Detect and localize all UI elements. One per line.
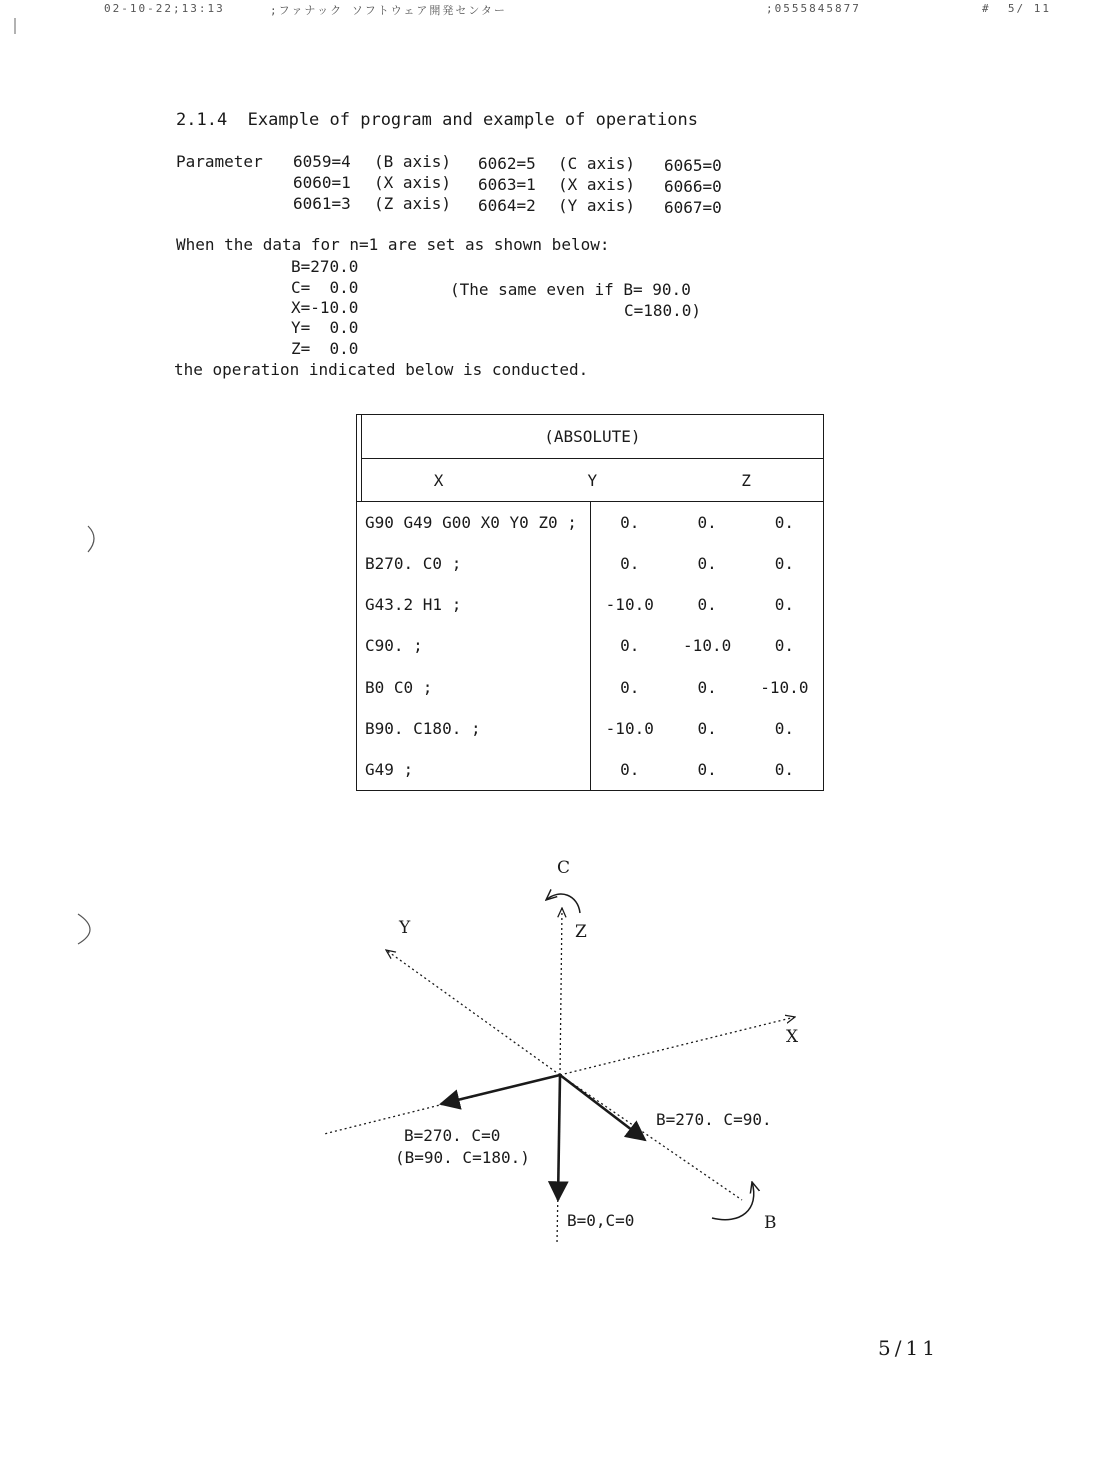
column-header-z: Z <box>741 470 751 490</box>
param-cell: (Y axis) <box>558 196 636 215</box>
fax-number: ;0555845877 <box>766 2 861 15</box>
param-cell: 6063=1 <box>478 175 536 194</box>
axis-label-x: X <box>786 1027 799 1047</box>
param-cell: 6067=0 <box>664 198 722 217</box>
label-b0-c0: B=0,C=0 <box>567 1211 635 1230</box>
axis-label-y: Y <box>399 918 411 938</box>
value-z: -10.0 <box>760 677 809 697</box>
label-b270-c90: B=270. C=90. <box>656 1110 772 1129</box>
param-cell: (B axis) <box>374 152 452 171</box>
same-note-line2: C=180.0) <box>624 301 702 320</box>
value-x: 0. <box>620 759 640 779</box>
page-number: 5/11 <box>878 1336 939 1360</box>
param-cell: 6064=2 <box>478 196 536 215</box>
param-cell: 6059=4 <box>293 152 351 171</box>
axis-label-b: B <box>764 1213 777 1233</box>
vector-b270-c90 <box>560 1075 645 1140</box>
data-value-x: X=-10.0 <box>291 298 359 317</box>
b-direction-line <box>560 1075 742 1200</box>
fax-timestamp: 02-10-22;13:13 <box>104 2 225 15</box>
same-note-line1: (The same even if B= 90.0 <box>450 280 691 299</box>
parameter-label: Parameter <box>176 152 263 171</box>
data-value-z: Z= 0.0 <box>291 339 359 358</box>
data-value-b: B=270.0 <box>291 257 359 276</box>
value-y: 0. <box>697 718 717 738</box>
value-z: 0. <box>774 513 794 533</box>
cmd-cell: C90. ; <box>357 625 591 666</box>
param-cell: (C axis) <box>558 154 636 173</box>
value-z: 0. <box>774 718 794 738</box>
fax-sender: ;ファナック ソフトウェア開発センター <box>270 4 507 17</box>
param-cell: 6066=0 <box>664 177 722 196</box>
value-x: -10.0 <box>605 595 654 615</box>
operation-text: the operation indicated below is conducted. <box>174 360 589 379</box>
value-y: 0. <box>697 595 717 615</box>
param-cell: 6062=5 <box>478 154 536 173</box>
cmd-cell: G49 ; <box>357 749 591 790</box>
y-axis-line <box>386 950 560 1075</box>
section-title: 2.1.4 Example of program and example of operations <box>176 110 698 130</box>
data-intro: When the data for n=1 are set as shown below: <box>176 235 610 254</box>
value-z: 0. <box>774 595 794 615</box>
param-cell: (X axis) <box>374 173 452 192</box>
value-z: 0. <box>774 759 794 779</box>
axis-label-c: C <box>557 858 571 878</box>
param-cell: 6061=3 <box>293 194 351 213</box>
b-rotation-arrow-icon <box>712 1182 754 1220</box>
fax-page: # 5/ 11 <box>982 2 1051 15</box>
param-cell: 6065=0 <box>664 156 722 175</box>
value-y: 0. <box>697 554 717 574</box>
value-x: 0. <box>620 677 640 697</box>
data-value-y: Y= 0.0 <box>291 318 359 337</box>
cmd-cell: B270. C0 ; <box>357 543 591 584</box>
c-rotation-arrow-icon <box>546 894 580 913</box>
value-z: 0. <box>774 636 794 656</box>
value-y: 0. <box>697 677 717 697</box>
z-axis-line <box>560 908 562 1075</box>
value-y: 0. <box>697 759 717 779</box>
value-y: 0. <box>697 513 717 533</box>
value-z: 0. <box>774 554 794 574</box>
x-axis-line <box>560 1017 795 1075</box>
cmd-cell: G43.2 H1 ; <box>357 584 591 625</box>
column-header-y: Y <box>587 470 598 490</box>
absolute-header: (ABSOLUTE) <box>362 415 823 459</box>
data-value-c: C= 0.0 <box>291 278 359 297</box>
param-cell: 6060=1 <box>293 173 351 192</box>
value-x: 0. <box>620 554 640 574</box>
value-x: 0. <box>620 636 640 656</box>
cmd-cell: G90 G49 G00 X0 Y0 Z0 ; <box>357 502 591 543</box>
cmd-cell: B0 C0 ; <box>357 667 591 708</box>
value-y: -10.0 <box>683 636 732 656</box>
vector-b0-c0 <box>558 1075 560 1200</box>
value-x: 0. <box>620 513 640 533</box>
param-cell: (X axis) <box>558 175 636 194</box>
vector-b270-c0 <box>441 1075 560 1104</box>
label-b270-c0: B=270. C=0 <box>404 1126 501 1145</box>
cmd-cell: B90. C180. ; <box>357 708 591 749</box>
value-x: -10.0 <box>605 718 654 738</box>
column-header-x: X <box>433 470 444 490</box>
param-cell: (Z axis) <box>374 194 452 213</box>
label-b90-c180: (B=90. C=180.) <box>395 1148 530 1167</box>
axis-label-z: Z <box>575 922 587 942</box>
